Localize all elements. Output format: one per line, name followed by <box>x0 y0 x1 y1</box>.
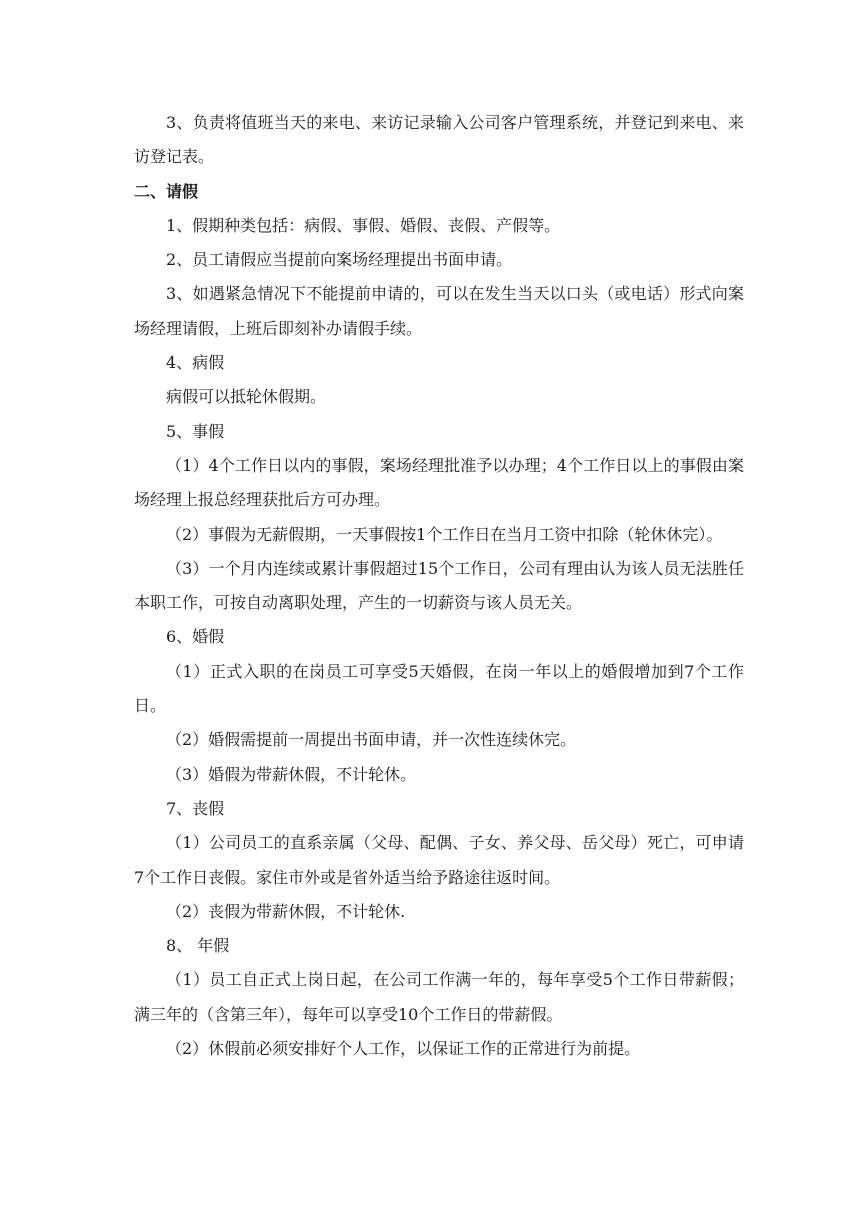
paragraph: （1）公司员工的直系亲属（父母、配偶、子女、养父母、岳父母）死亡，可申请7个工作日丧假。家住市外或是省外适当给予路途往返时间。 <box>134 833 744 887</box>
paragraph: （2）丧假为带薪休假，不计轮休. <box>166 901 406 921</box>
paragraph: （1）正式入职的在岗员工可享受5天婚假，在岗一年以上的婚假增加到7个工作日。 <box>134 661 744 716</box>
paragraph: （2）休假前必须安排好个人工作，以保证工作的正常进行为前提。 <box>166 1039 641 1059</box>
subsection-heading: 7、丧假 <box>166 798 225 818</box>
paragraph: （1）员工自正式上岗日起，在公司工作满一年的，每年享受5个工作日带薪假；满三年的（含第三年），每年可以享受10个工作日的带薪假。 <box>134 970 744 1024</box>
subsection-heading: 6、婚假 <box>166 627 225 647</box>
paragraph: （1）4个工作日以内的事假，案场经理批准予以办理；4个工作日以上的事假由案场经理上报总经理获批后方可办理。 <box>134 455 744 510</box>
subsection-heading: 5、事假 <box>166 421 225 441</box>
paragraph: （3）一个月内连续或累计事假超过15个工作日，公司有理由认为该人员无法胜任本职工作，可按自动离职处理，产生的一切薪资与该人员无关。 <box>134 558 744 613</box>
paragraph: （2）婚假需提前一周提出书面申请，并一次性连续休完。 <box>166 730 577 750</box>
paragraph: 3、如遇紧急情况下不能提前申请的，可以在发生当天以口头（或电话）形式向案场经理请假，上班后即刻补办请假手续。 <box>134 284 744 338</box>
document-body <box>134 106 744 1066</box>
section-heading: 二、请假 <box>134 181 199 201</box>
subsection-heading: 8、 年假 <box>166 936 230 956</box>
paragraph: 3、负责将值班当天的来电、来访记录输入公司客户管理系统，并登记到来电、来访登记表。 <box>134 113 744 167</box>
paragraph: 1、假期种类包括：病假、事假、婚假、丧假、产假等。 <box>166 215 561 235</box>
paragraph: （3）婚假为带薪休假，不计轮休。 <box>166 764 417 784</box>
subsection-heading: 4、病假 <box>166 353 225 373</box>
paragraph: （2）事假为无薪假期，一天事假按1个工作日在当月工资中扣除（轮休休完）。 <box>166 524 723 544</box>
paragraph: 2、员工请假应当提前向案场经理提出书面申请。 <box>166 250 513 270</box>
paragraph: 病假可以抵轮休假期。 <box>166 387 327 407</box>
